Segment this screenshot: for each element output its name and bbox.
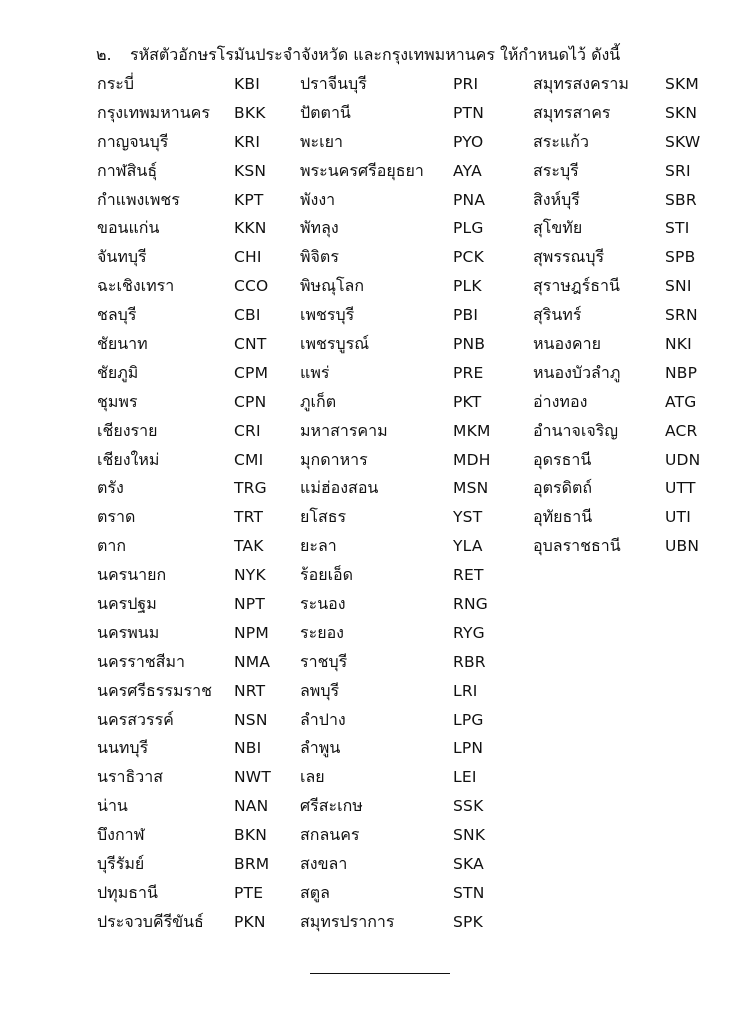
province-code: KRI	[234, 132, 261, 151]
province-row	[300, 503, 530, 532]
province-code: BKK	[234, 103, 266, 122]
province-name: ฉะเชิงเทรา	[97, 276, 175, 296]
closing-rule	[310, 973, 450, 974]
province-name: นนทบุรี	[97, 738, 149, 758]
province-code: KPT	[234, 190, 264, 209]
province-name: ระนอง	[300, 594, 346, 614]
province-name: อุดรธานี	[533, 449, 592, 469]
province-name: ระยอง	[300, 622, 344, 642]
province-row	[533, 503, 733, 532]
province-code: NAN	[234, 797, 269, 816]
province-row	[300, 301, 530, 330]
province-row	[97, 446, 297, 475]
province-name: กระบี่	[97, 74, 135, 93]
section-number: ๒.	[96, 45, 112, 64]
province-code: NMA	[234, 652, 271, 671]
province-name: แม่ฮ่องสอน	[300, 478, 379, 498]
province-row	[533, 243, 733, 272]
province-row	[97, 186, 297, 215]
province-name: ยโสธร	[300, 507, 347, 527]
province-row	[300, 850, 530, 879]
province-code: PRI	[453, 75, 479, 93]
province-code: SKA	[453, 855, 484, 874]
province-code: NWT	[234, 768, 271, 787]
province-code: BRM	[234, 855, 270, 874]
province-code: NKI	[665, 335, 692, 354]
province-name: พัทลุง	[300, 218, 339, 238]
province-code: NSN	[234, 710, 268, 729]
province-row	[533, 214, 733, 243]
province-code: SKM	[665, 75, 699, 93]
province-row	[300, 243, 530, 272]
province-row	[533, 388, 733, 417]
province-row	[97, 417, 297, 446]
province-code: YST	[453, 508, 483, 527]
province-name: ภูเก็ต	[300, 391, 337, 411]
province-code: PRE	[453, 363, 484, 382]
province-column-2	[300, 70, 530, 937]
province-code: PNB	[453, 335, 486, 354]
province-name: อุตรดิตถ์	[533, 478, 593, 498]
section-heading	[96, 40, 736, 70]
province-name: ลพบุรี	[300, 680, 340, 700]
province-row	[533, 359, 733, 388]
province-code: KSN	[234, 161, 267, 180]
province-code: CPM	[234, 363, 269, 382]
province-row	[97, 388, 297, 417]
province-code: CMI	[234, 450, 264, 469]
province-name: นครราชสีมา	[97, 651, 185, 671]
province-name: ลำพูน	[300, 738, 341, 758]
province-row	[533, 128, 733, 157]
province-row	[300, 561, 530, 590]
province-code: NBI	[234, 739, 262, 758]
province-code: PCK	[453, 248, 484, 267]
province-row	[533, 446, 733, 475]
province-row	[97, 706, 297, 735]
province-row	[300, 706, 530, 735]
province-row	[97, 214, 297, 243]
province-code: NPT	[234, 595, 266, 614]
province-row	[97, 474, 297, 503]
province-code: CNT	[234, 335, 267, 354]
province-code: PBI	[453, 306, 479, 325]
province-name: ชุมพร	[97, 391, 138, 411]
province-name: พิษณุโลก	[300, 276, 365, 296]
province-name: มุกดาหาร	[300, 449, 368, 469]
province-row	[97, 157, 297, 186]
province-name: สมุทรสงคราม	[533, 74, 629, 93]
province-name: สุพรรณบุรี	[533, 247, 605, 267]
province-code: RYG	[453, 623, 485, 642]
province-row	[97, 70, 297, 99]
province-row	[300, 734, 530, 763]
province-name: เชียงใหม่	[97, 449, 160, 469]
province-code: PKT	[453, 392, 482, 411]
province-name: เลย	[300, 767, 325, 787]
province-row	[97, 330, 297, 359]
province-name: อุบลราชธานี	[533, 536, 621, 556]
province-code: PLK	[453, 277, 482, 296]
province-row	[300, 474, 530, 503]
province-row	[97, 590, 297, 619]
province-row	[97, 359, 297, 388]
province-name: ปัตตานี	[300, 102, 351, 122]
province-row	[300, 908, 530, 937]
province-code: SPK	[453, 912, 483, 931]
province-row	[300, 99, 530, 128]
province-name: ตราด	[97, 507, 136, 527]
province-name: สุโขทัย	[533, 218, 583, 238]
province-code: TAK	[234, 537, 264, 556]
province-code: CRI	[234, 421, 261, 440]
province-code: SRI	[665, 161, 691, 180]
province-name: ปราจีนบุรี	[300, 74, 367, 93]
province-code: MDH	[453, 450, 491, 469]
province-name: สระแก้ว	[533, 131, 589, 151]
province-name: กรุงเทพมหานคร	[97, 102, 210, 122]
province-name: ลำปาง	[300, 709, 346, 729]
province-row	[300, 186, 530, 215]
province-code: NPM	[234, 623, 269, 642]
province-name: นครศรีธรรมราช	[97, 680, 212, 700]
province-row	[97, 532, 297, 561]
province-name: ร้อยเอ็ด	[300, 565, 354, 585]
province-row	[533, 186, 733, 215]
province-code: PLG	[453, 219, 484, 238]
province-row	[300, 128, 530, 157]
province-column-1	[97, 70, 297, 937]
province-code: CBI	[234, 306, 261, 325]
province-code: SPB	[665, 248, 696, 267]
province-code: PNA	[453, 190, 486, 209]
province-code: SRN	[665, 306, 698, 325]
province-row	[300, 417, 530, 446]
province-code: ACR	[665, 421, 698, 440]
province-row	[97, 850, 297, 879]
province-name: นครปฐม	[97, 594, 157, 614]
province-code: RET	[453, 566, 484, 585]
province-row	[533, 474, 733, 503]
province-name: บุรีรัมย์	[97, 854, 145, 874]
province-code: AYA	[453, 161, 482, 180]
province-name: ชลบุรี	[97, 305, 137, 325]
province-row	[97, 503, 297, 532]
province-code: LRI	[453, 681, 478, 700]
province-code: NRT	[234, 681, 266, 700]
province-row	[300, 879, 530, 908]
province-row	[97, 128, 297, 157]
province-code: SNI	[665, 277, 692, 296]
province-row	[97, 561, 297, 590]
province-name: นครพนม	[97, 622, 160, 642]
province-row	[300, 214, 530, 243]
province-row	[97, 272, 297, 301]
province-name: พังงา	[300, 189, 336, 209]
province-name: น่าน	[97, 796, 128, 816]
province-row	[300, 677, 530, 706]
province-code: UTI	[665, 508, 691, 527]
province-row	[533, 330, 733, 359]
province-row	[300, 388, 530, 417]
province-name: กาฬสินธุ์	[97, 160, 158, 180]
province-name: นครนายก	[97, 565, 167, 585]
province-name: แพร่	[300, 362, 330, 382]
province-name: สิงห์บุรี	[533, 189, 580, 209]
province-name: อุทัยธานี	[533, 507, 593, 527]
province-code: SSK	[453, 797, 484, 816]
province-code: TRT	[234, 508, 264, 527]
province-row	[97, 879, 297, 908]
province-name: พะเยา	[300, 131, 343, 151]
province-row	[533, 417, 733, 446]
province-row	[533, 272, 733, 301]
province-name: สตูล	[300, 882, 330, 902]
province-row	[533, 301, 733, 330]
province-name: พิจิตร	[300, 247, 339, 267]
province-name: ขอนแก่น	[97, 218, 160, 238]
province-code: KBI	[234, 75, 260, 93]
province-code: STN	[453, 883, 485, 902]
province-name: มหาสารคาม	[300, 420, 388, 440]
province-code: SKN	[665, 103, 698, 122]
province-row	[300, 792, 530, 821]
province-name: สมุทรสาคร	[533, 102, 611, 122]
province-code: CPN	[234, 392, 267, 411]
province-name: บึงกาฬ	[97, 825, 145, 845]
province-row	[300, 157, 530, 186]
province-name: ชัยภูมิ	[97, 362, 139, 382]
province-row	[300, 648, 530, 677]
province-name: สุราษฎร์ธานี	[533, 276, 620, 296]
province-name: สระบุรี	[533, 160, 579, 180]
province-row	[97, 763, 297, 792]
province-name: นราธิวาส	[97, 767, 164, 787]
province-code: SNK	[453, 826, 486, 845]
province-row	[97, 734, 297, 763]
province-code: UDN	[665, 450, 701, 469]
province-code: CHI	[234, 248, 262, 267]
province-name: ตรัง	[97, 478, 124, 498]
province-code: STI	[665, 219, 690, 238]
province-name: ประจวบคีรีขันธ์	[97, 911, 204, 931]
province-name: กาญจนบุรี	[97, 131, 169, 151]
province-name: หนองบัวลำภู	[533, 362, 621, 382]
province-code: YLA	[453, 537, 483, 556]
province-row	[97, 908, 297, 937]
province-row	[97, 792, 297, 821]
province-code: LPG	[453, 710, 484, 729]
province-code: PKN	[234, 912, 266, 931]
province-row	[533, 99, 733, 128]
province-row	[533, 157, 733, 186]
province-code: TRG	[234, 479, 267, 498]
province-code: PTE	[234, 883, 264, 902]
province-name: เพชรบูรณ์	[300, 334, 370, 354]
province-row	[300, 359, 530, 388]
province-column-3	[533, 70, 733, 561]
province-name: หนองคาย	[533, 334, 601, 354]
province-row	[300, 272, 530, 301]
province-row	[300, 532, 530, 561]
province-code: UTT	[665, 479, 696, 498]
province-row	[300, 446, 530, 475]
province-code: NYK	[234, 566, 266, 585]
province-name: สุรินทร์	[533, 305, 582, 325]
province-name: สกลนคร	[300, 825, 360, 845]
province-name: พระนครศรีอยุธยา	[300, 160, 424, 180]
province-name: กำแพงเพชร	[97, 189, 180, 209]
province-row	[533, 532, 733, 561]
province-name: อ่างทอง	[533, 391, 588, 411]
province-name: สงขลา	[300, 854, 348, 874]
province-name: ปทุมธานี	[97, 882, 158, 902]
province-code: UBN	[665, 537, 700, 556]
province-row	[97, 99, 297, 128]
province-name: ยะลา	[300, 536, 337, 556]
province-name: นครสวรรค์	[97, 709, 174, 729]
province-name: ตาก	[97, 536, 127, 556]
province-name: อำนาจเจริญ	[533, 420, 618, 440]
province-row	[533, 70, 733, 99]
province-row	[97, 821, 297, 850]
province-name: ศรีสะเกษ	[300, 796, 363, 816]
province-code: SKW	[665, 132, 701, 151]
province-row	[300, 619, 530, 648]
province-row	[97, 677, 297, 706]
province-code: SBR	[665, 190, 697, 209]
province-name: ราชบุรี	[300, 651, 348, 671]
province-name: เชียงราย	[97, 420, 158, 440]
province-row	[300, 821, 530, 850]
province-row	[97, 648, 297, 677]
province-name: จันทบุรี	[97, 247, 147, 267]
province-code: MKM	[453, 421, 491, 440]
province-row	[300, 590, 530, 619]
province-code: LEI	[453, 768, 477, 787]
province-code: RNG	[453, 595, 488, 614]
province-code: ATG	[665, 392, 697, 411]
province-name: สมุทรปราการ	[300, 911, 395, 931]
province-row	[300, 763, 530, 792]
province-row	[300, 330, 530, 359]
province-name: ชัยนาท	[97, 334, 148, 354]
province-code: BKN	[234, 826, 267, 845]
province-code: PYO	[453, 132, 484, 151]
province-row	[300, 70, 530, 99]
section-title: รหัสตัวอักษรโรมันประจำจังหวัด และกรุงเทพมหานคร ให้กำหนดไว้ ดังนี้	[130, 45, 621, 64]
province-name: เพชรบุรี	[300, 305, 355, 325]
province-code: CCO	[234, 277, 269, 296]
province-code: PTN	[453, 103, 485, 122]
province-code: NBP	[665, 363, 698, 382]
province-row	[97, 301, 297, 330]
province-code: KKN	[234, 219, 267, 238]
province-code: LPN	[453, 739, 484, 758]
province-row	[97, 619, 297, 648]
province-row	[97, 243, 297, 272]
province-code: MSN	[453, 479, 489, 498]
province-code: RBR	[453, 652, 486, 671]
